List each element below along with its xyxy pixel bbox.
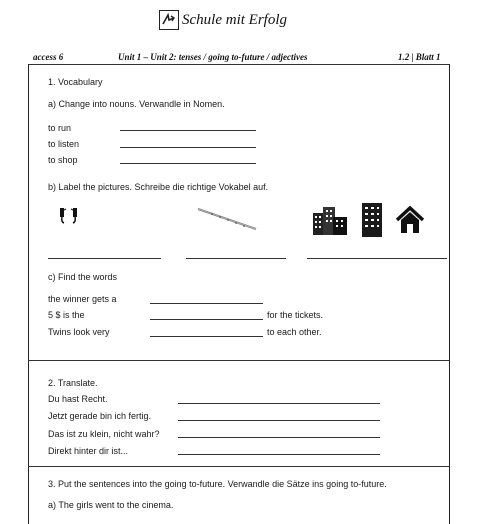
- tower-icon: [360, 203, 384, 242]
- answer-line[interactable]: [178, 420, 380, 421]
- vocab-a-item: to listen: [48, 139, 80, 149]
- logo-icon: [159, 10, 179, 30]
- vocab-c-item: 5 $ is the: [48, 310, 85, 320]
- section-divider: [28, 360, 449, 361]
- brand-title: Schule mit Erfolg: [182, 12, 287, 28]
- vocab-c-suffix: to each other.: [267, 327, 322, 337]
- translate-title: 2. Translate.: [48, 378, 98, 388]
- answer-line[interactable]: [150, 336, 263, 337]
- answer-line[interactable]: [48, 258, 161, 259]
- sheet-label: 1.2 | Blatt 1: [398, 52, 441, 62]
- answer-line[interactable]: [150, 303, 263, 304]
- translate-item: Du hast Recht.: [48, 394, 108, 404]
- future-item: a) The girls went to the cinema.: [48, 500, 174, 510]
- vocab-a-item: to run: [48, 123, 72, 133]
- translate-item: Das ist zu klein, nicht wahr?: [48, 429, 160, 439]
- answer-line[interactable]: [120, 163, 256, 164]
- translate-item: Direkt hinter dir ist...: [48, 446, 129, 456]
- vocab-a-item: to shop: [48, 155, 78, 165]
- vocab-c-item: Twins look very: [48, 327, 110, 337]
- answer-line[interactable]: [186, 258, 286, 259]
- buildings-icon: [313, 205, 347, 240]
- vocab-b-instruction: b) Label the pictures. Schreibe die richtige Vokabel auf.: [48, 182, 269, 192]
- answer-line[interactable]: [150, 319, 263, 320]
- unit-label: Unit 1 – Unit 2: tenses / going to-future / adjectives: [118, 52, 308, 62]
- section-divider: [28, 466, 449, 467]
- vocab-c-suffix: for the tickets.: [267, 310, 324, 320]
- course-label: access 6: [33, 52, 64, 62]
- vocab-c-item: the winner gets a: [48, 294, 117, 304]
- future-title: 3. Put the sentences into the going to-future. Verwandle die Sätze ins going to-future.: [48, 479, 387, 489]
- headphones-icon: [58, 206, 80, 229]
- vocab-a-instruction: a) Change into nouns. Verwandle in Nomen.: [48, 99, 225, 109]
- answer-line[interactable]: [120, 130, 256, 131]
- answer-line[interactable]: [120, 147, 256, 148]
- vocab-c-instruction: c) Find the words: [48, 272, 118, 282]
- vocab-title: 1. Vocabulary: [48, 77, 103, 87]
- translate-item: Jetzt gerade bin ich fertig.: [48, 411, 152, 421]
- flute-icon: [196, 205, 260, 238]
- house-icon: [395, 206, 425, 239]
- answer-line[interactable]: [178, 403, 380, 404]
- answer-line[interactable]: [178, 454, 380, 455]
- answer-line[interactable]: [178, 437, 380, 438]
- answer-line[interactable]: [307, 258, 447, 259]
